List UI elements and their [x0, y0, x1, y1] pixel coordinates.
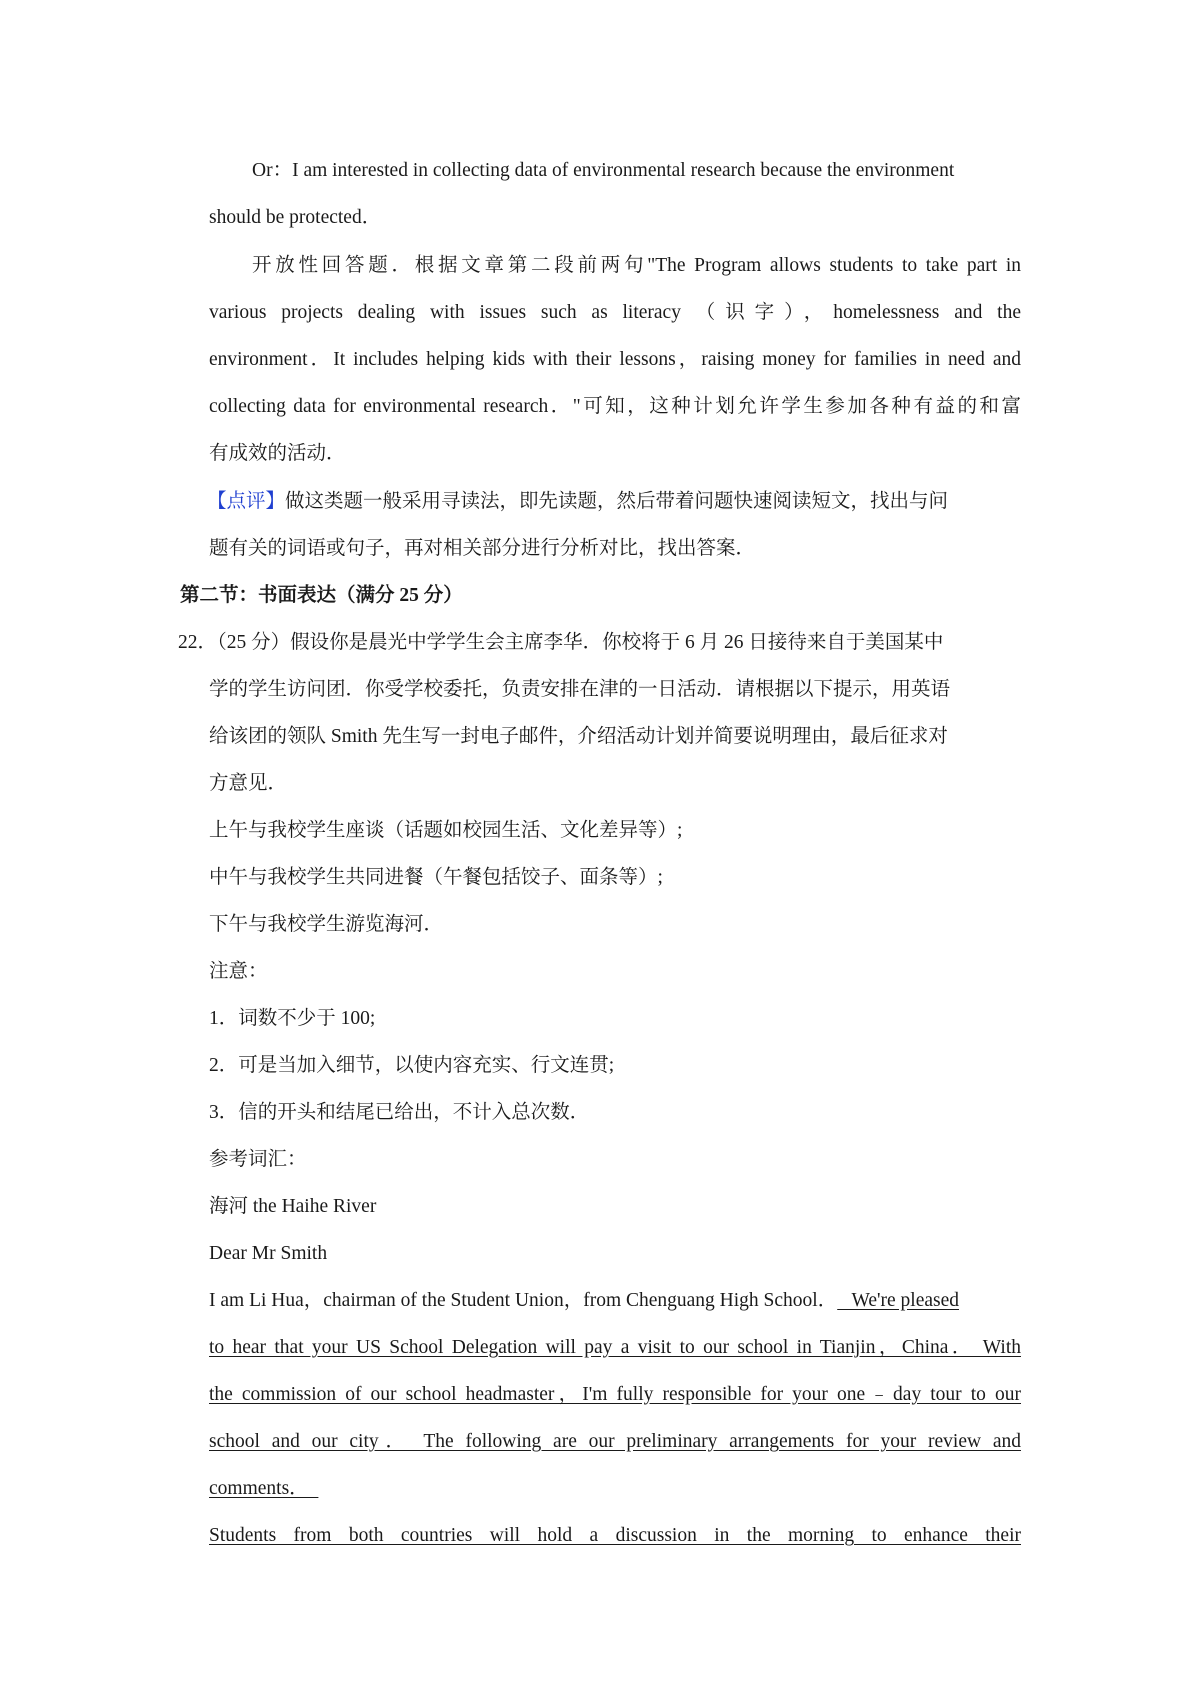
- letter-answer-line: to hear that your US School Delegation will pay a visit to our school in Tianjin，China． With: [209, 1337, 1021, 1358]
- letter-answer-line: school and our city． The following are our preliminary arrangements for your review and: [209, 1431, 1021, 1452]
- comment-line-end: 题有关的词语或句子，再对相关部分进行分析对比，找出答案．: [209, 538, 756, 559]
- letter-answer-line: Students from both countries will hold a discussion in the morning to enhance their: [209, 1525, 1021, 1546]
- comment-line: [207, 489, 1021, 515]
- notes-heading: 注意：: [209, 961, 268, 982]
- section-heading: 第二节：书面表达（满分 25 分）: [180, 585, 463, 606]
- letter-line: [209, 1288, 1021, 1314]
- letter-intro: I am Li Hua，chairman of the Student Union，from Chenguang High School．: [209, 1290, 838, 1311]
- prompt-morning: 上午与我校学生座谈（话题如校园生活、文化差异等）;: [209, 820, 683, 841]
- letter-answer-line: the commission of our school headmaster，I'm fully responsible for your one﹣day tour to our: [209, 1384, 1021, 1405]
- question-line: 22．（25 分）假设你是晨光中学学生会主席李华．你校将于 6 月 26 日接待来自于美国某中: [178, 632, 944, 653]
- analysis-line-end: 有成效的活动．: [209, 443, 346, 464]
- question-line-end: 方意见．: [209, 773, 288, 794]
- letter-answer-line-end: comments．: [209, 1478, 319, 1499]
- analysis-line: various projects dealing with issues such as literacy （识字），homelessness and the: [209, 302, 1021, 323]
- analysis-line: collecting data for environmental research．"可知，这种计划允许学生参加各种有益的和富: [209, 396, 1021, 417]
- answer-alternative-line-end: should be protected．: [209, 207, 382, 228]
- comment-text: 做这类题一般采用寻读法，即先读题，然后带着问题快速阅读短文，找出与问: [285, 491, 949, 512]
- question-line: 学的学生访问团．你受学校委托，负责安排在津的一日活动．请根据以下提示，用英语: [209, 679, 951, 700]
- analysis-line: 开放性回答题．根据文章第二段前两句"The Program allows students to take part in: [252, 255, 1021, 276]
- question-line: 给该团的领队 Smith 先生写一封电子邮件，介绍活动计划并简要说明理由，最后征求对: [209, 726, 948, 747]
- comment-tag: 【点评】: [207, 491, 286, 512]
- prompt-afternoon: 下午与我校学生游览海河．: [209, 914, 444, 935]
- letter-greeting: Dear Mr Smith: [209, 1243, 328, 1264]
- vocab-item: 海河 the Haihe River: [209, 1196, 377, 1217]
- letter-answer-start: We're pleased: [837, 1290, 959, 1311]
- note-item: 3．信的开头和结尾已给出，不计入总次数．: [209, 1102, 590, 1123]
- analysis-line: environment．It includes helping kids with their lessons，raising money for families in need and: [209, 349, 1021, 370]
- answer-alternative-line: Or：I am interested in collecting data of environmental research because the environment: [252, 160, 955, 181]
- note-item: 1．词数不少于 100;: [209, 1008, 376, 1029]
- prompt-noon: 中午与我校学生共同进餐（午餐包括饺子、面条等）;: [209, 867, 663, 888]
- note-item: 2．可是当加入细节，以使内容充实、行文连贯;: [209, 1055, 615, 1076]
- vocab-heading: 参考词汇：: [209, 1149, 307, 1170]
